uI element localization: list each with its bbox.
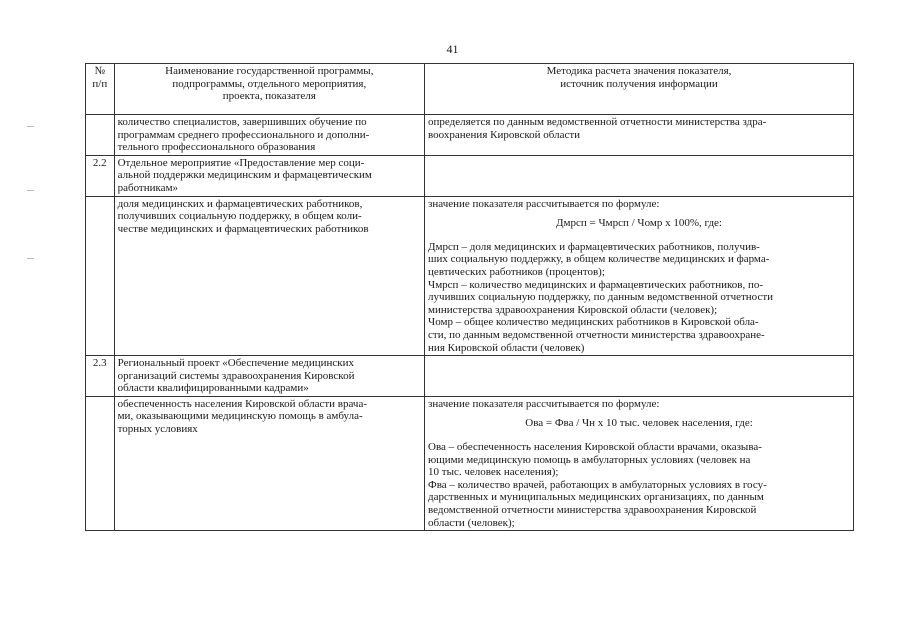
method-definition-line: 10 тыс. человек населения);: [428, 466, 559, 479]
row-number: [86, 396, 115, 530]
page-number: 41: [446, 42, 459, 56]
name-line: Отдельное мероприятие «Предоставление мер соци-: [117, 156, 365, 169]
row-number: [86, 196, 115, 356]
method-definition-line: цевтических работников (процентов);: [428, 265, 605, 278]
name-line: Региональный проект «Обеспечение медицинских: [117, 357, 354, 370]
header-num: № п/п: [86, 64, 115, 115]
header-name: Наименование государственной программы, подпрограммы, отдельного мероприятия, проекта, показателя: [114, 64, 424, 115]
indicator-name: [114, 196, 424, 356]
method-line: значение показателя рассчитывается по формуле:: [428, 197, 660, 210]
table-header-row: [86, 64, 854, 115]
name-line: ми, оказывающими медицинскую помощь в амбула-: [117, 410, 363, 423]
method-definition-line: Чомр – общее количество медицинских работников в Кировской обла-: [428, 316, 759, 329]
scan-mark: [27, 258, 34, 259]
name-line: области квалифицированными кадрами»: [117, 382, 309, 395]
indicator-name: [114, 155, 424, 196]
table-row: [86, 115, 854, 156]
method-definition-line: сти, по данным ведомственной отчетности министерства здравоохране-: [428, 328, 765, 341]
name-line: программам среднего профессионального и дополни-: [117, 128, 370, 141]
calculation-method: [425, 356, 854, 397]
name-line: торных условиях: [117, 423, 198, 436]
formula: Дмрсп = Чмрсп / Чомр x 100%, где:: [556, 217, 722, 230]
name-line: доля медицинских и фармацевтических работников,: [117, 197, 363, 210]
name-line: обеспеченность населения Кировской области врача-: [117, 397, 368, 410]
scan-mark: [27, 126, 34, 127]
scan-mark: [27, 190, 34, 191]
method-line: определяется по данным ведомственной отчетности министерства здра-: [428, 116, 767, 128]
name-line: количество специалистов, завершивших обучение по: [117, 116, 367, 128]
row-number: 2.3: [86, 356, 115, 397]
method-line: воохранения Кировской области: [428, 128, 581, 141]
calculation-method: [425, 115, 854, 156]
table-row: [86, 356, 854, 397]
method-definition-line: области (человек);: [428, 516, 515, 529]
method-definition-line: ющими медицинскую помощь в амбулаторных условиях (человек на: [428, 453, 751, 466]
name-line: альной поддержки медицинским и фармацевтическим: [117, 169, 372, 182]
method-line: значение показателя рассчитывается по формуле:: [428, 397, 660, 410]
method-definition-line: Дмрсп – доля медицинских и фармацевтических работников, получив-: [428, 240, 760, 253]
name-line: организаций системы здравоохранения Кировской: [117, 369, 355, 382]
indicator-name: [114, 356, 424, 397]
method-definition-line: Ова – обеспеченность населения Кировской области врачами, оказыва-: [428, 441, 762, 454]
indicator-table: [85, 63, 854, 531]
calculation-method: [425, 196, 854, 356]
method-definition-line: лучивших социальную поддержку, по данным ведомственной отчетности: [428, 291, 774, 304]
row-number: [86, 115, 115, 156]
row-number: 2.2: [86, 155, 115, 196]
calculation-method: [425, 155, 854, 196]
indicator-name: [114, 115, 424, 156]
method-definition-line: дарственных и муниципальных медицинских организациях, по данным: [428, 491, 764, 504]
name-line: тельного профессионального образования: [117, 141, 316, 154]
method-definition-line: ния Кировской области (человек): [428, 341, 585, 354]
header-method: Методика расчета значения показателя, источник получения информации: [425, 64, 854, 115]
method-definition-line: Чмрсп – количество медицинских и фармацевтических работников, по-: [428, 278, 764, 291]
name-line: работникам»: [117, 181, 179, 194]
indicator-name: [114, 396, 424, 530]
table-row: [86, 196, 854, 356]
method-definition-line: министерства здравоохранения Кировской области (человек);: [428, 303, 718, 316]
table-row: [86, 155, 854, 196]
method-definition-line: ших социальную поддержку, в общем количестве медицинских и фарма-: [428, 253, 770, 266]
name-line: получивших социальную поддержку, в общем коли-: [117, 210, 362, 223]
method-definition-line: ведомственной отчетности министерства здравоохранения Кировской: [428, 504, 757, 517]
table-row: [86, 396, 854, 530]
name-line: честве медицинских и фармацевтических работников: [117, 222, 369, 235]
method-definition-line: Фва – количество врачей, работающих в амбулаторных условиях в госу-: [428, 478, 767, 491]
calculation-method: [425, 396, 854, 530]
formula: Ова = Фва / Чн x 10 тыс. человек населения, где:: [525, 417, 753, 430]
